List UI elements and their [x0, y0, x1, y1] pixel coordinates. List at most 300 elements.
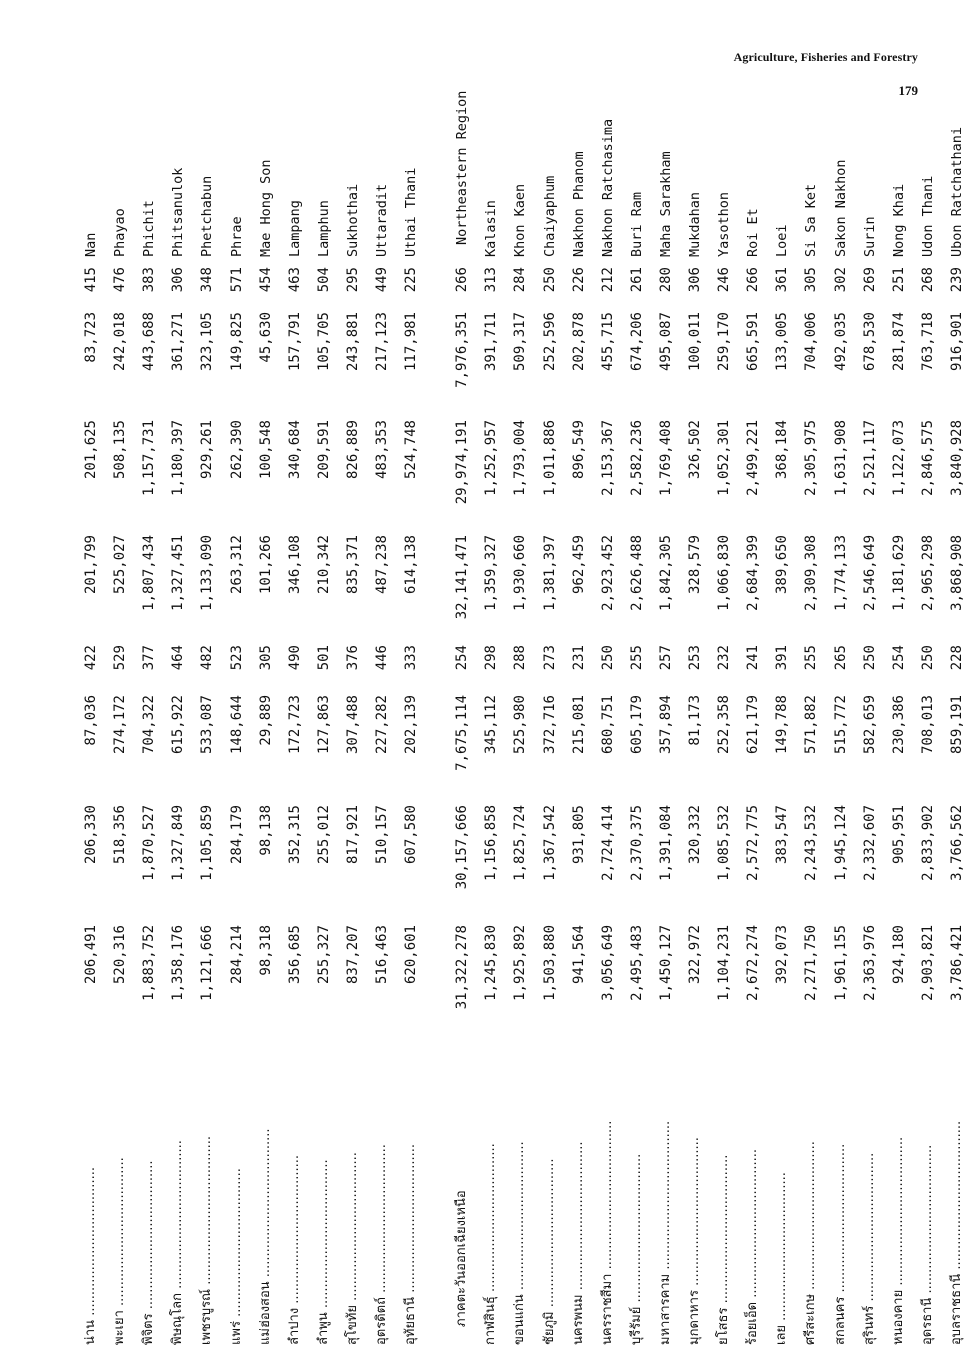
value-cell-c7: 45,630 [257, 312, 274, 363]
table-row [136, 165, 162, 1345]
value-cell-c2: 1,870,527 [141, 805, 158, 881]
leader-dots: .................................... [403, 1143, 419, 1297]
value-cell-c5: 32,141,471 [454, 535, 471, 620]
value-cell-c8: 463 [286, 267, 303, 293]
value-cell-c5: 1,133,090 [199, 535, 216, 611]
value-cell-c3: 252,358 [716, 695, 733, 755]
value-cell-c4: 232 [716, 645, 733, 671]
value-cell-c3: 307,488 [344, 695, 361, 755]
value-cell-c8: 306 [170, 267, 187, 293]
value-cell-c5: 1,842,305 [657, 535, 674, 611]
value-cell-c3: 81,173 [687, 695, 703, 746]
table-row [769, 165, 795, 1345]
value-cell-c5: 346,108 [286, 535, 303, 595]
value-cell-c2: 30,157,666 [454, 805, 471, 890]
value-cell-c8: 280 [657, 267, 674, 293]
value-cell-c4: 257 [657, 645, 674, 671]
thai-province-name [165, 1025, 191, 1345]
value-cell-c1: 2,903,821 [919, 925, 936, 1001]
thai-name-text: ขอนแก่น [512, 1294, 528, 1345]
leader-dots: .................................... [890, 1136, 906, 1290]
value-cell-c4: 273 [541, 645, 558, 671]
value-cell-c5: 614,138 [403, 535, 420, 595]
value-cell-c4: 391 [774, 645, 791, 671]
table-row [566, 151, 592, 1345]
value-cell-c1: 356,685 [286, 925, 303, 985]
value-cell-c2: 255,012 [315, 805, 332, 865]
value-cell-c7: 704,006 [803, 312, 820, 372]
value-cell-c4: 288 [512, 645, 529, 671]
value-cell-c5: 2,309,308 [803, 535, 820, 611]
english-province-name: Surin [861, 216, 878, 257]
page-number: 179 [898, 83, 918, 98]
thai-province-name [624, 1025, 650, 1345]
value-cell-c1: 1,503,880 [541, 925, 558, 1001]
value-cell-c2: 931,805 [570, 805, 587, 865]
value-cell-c1: 2,271,750 [803, 925, 820, 1001]
thai-province-name [449, 1007, 475, 1327]
leader-dots: .................................... [570, 1141, 586, 1295]
table-row [478, 165, 504, 1345]
value-cell-c5: 263,312 [228, 535, 245, 595]
value-cell-c2: 1,391,084 [657, 805, 674, 881]
value-cell-c3: 7,675,114 [454, 695, 471, 771]
value-cell-c8: 269 [861, 267, 878, 293]
english-province-name: Nakhon Phanom [570, 151, 587, 257]
value-cell-c2: 2,724,414 [599, 805, 616, 881]
value-cell-c1: 516,463 [374, 925, 390, 985]
value-cell-c4: 523 [228, 645, 245, 671]
english-province-name: Loei [774, 224, 791, 257]
table-row [886, 165, 912, 1345]
thai-province-name [253, 1025, 279, 1345]
value-cell-c6: 201,625 [83, 420, 99, 480]
thai-name-text: สกลนคร [832, 1296, 848, 1345]
value-cell-c6: 1,052,301 [716, 420, 733, 496]
value-cell-c1: 1,883,752 [141, 925, 158, 1001]
english-province-name: Nong Khai [890, 183, 907, 257]
leader-dots: .................................... [716, 1154, 732, 1308]
section-title: Agriculture, Fisheries and Forestry [733, 50, 918, 64]
value-cell-c3: 127,863 [315, 695, 332, 755]
value-cell-c7: 105,705 [315, 312, 332, 372]
value-cell-c8: 302 [832, 267, 849, 293]
thai-province-name [340, 1025, 366, 1345]
english-province-name: Lamphun [315, 200, 332, 257]
value-cell-c2: 2,572,775 [745, 805, 762, 881]
value-cell-c6: 1,252,957 [483, 420, 500, 496]
value-cell-c1: 1,245,830 [483, 925, 500, 1001]
leader-dots: .................................... [199, 1135, 215, 1289]
value-cell-c7: 674,206 [628, 312, 645, 372]
value-cell-c1: 98,318 [257, 925, 274, 976]
value-cell-c7: 678,530 [861, 312, 878, 372]
table-row [653, 151, 679, 1345]
thai-province-name [595, 1025, 621, 1345]
value-cell-c4: 228 [948, 645, 965, 671]
thai-name-text: พะเยา [112, 1310, 128, 1345]
thai-province-name [507, 1025, 533, 1345]
value-cell-c2: 383,547 [774, 805, 791, 865]
value-cell-c2: 206,330 [83, 805, 99, 865]
english-province-name: Nan [83, 232, 99, 257]
thai-name-text: อุตรดิตถ์ [374, 1297, 389, 1345]
thai-name-text: บุรีรัมย์ [628, 1306, 644, 1345]
value-cell-c1: 1,925,892 [512, 925, 529, 1001]
value-cell-c4: 305 [257, 645, 274, 671]
value-cell-c8: 212 [599, 267, 616, 293]
value-cell-c1: 941,564 [570, 925, 587, 985]
thai-province-name [828, 1025, 854, 1345]
value-cell-c3: 680,751 [599, 695, 616, 755]
value-cell-c7: 100,011 [687, 312, 703, 372]
value-cell-c7: 217,123 [374, 312, 390, 372]
leader-dots: .................................... [228, 1168, 244, 1322]
value-cell-c1: 1,358,176 [170, 925, 187, 1001]
value-cell-c5: 2,546,649 [861, 535, 878, 611]
leader-dots: .................................... [687, 1137, 702, 1290]
thai-name-text: แม่ฮ่องสอน [257, 1281, 273, 1345]
value-cell-c5: 1,381,397 [541, 535, 558, 611]
english-province-name: Phrae [228, 216, 245, 257]
value-cell-c5: 962,459 [570, 535, 587, 595]
thai-province-name [769, 1025, 795, 1345]
table-row [398, 165, 424, 1345]
value-cell-c1: 3,056,649 [599, 925, 616, 1001]
value-cell-c8: 239 [948, 267, 965, 293]
thai-name-text: หนองคาย [890, 1289, 906, 1345]
value-cell-c2: 2,370,375 [628, 805, 645, 881]
thai-name-text: สุโขทัย [344, 1305, 360, 1345]
value-cell-c8: 266 [454, 267, 471, 293]
leader-dots: .................................... [257, 1128, 273, 1282]
value-cell-c6: 1,011,886 [541, 420, 558, 496]
leader-dots: .................................... [861, 1152, 877, 1306]
english-province-name: Phitsanulok [170, 167, 187, 257]
value-cell-c4: 254 [454, 645, 471, 671]
value-cell-c8: 266 [745, 267, 762, 293]
value-cell-c4: 298 [483, 645, 500, 671]
value-cell-c3: 372,716 [541, 695, 558, 755]
value-cell-c1: 284,214 [228, 925, 245, 985]
english-province-name: Uthai Thani [403, 167, 420, 257]
thai-name-text: แพร่ [228, 1321, 244, 1345]
value-cell-c1: 837,207 [344, 925, 361, 985]
leader-dots: .................................... [170, 1140, 186, 1293]
value-cell-c2: 320,332 [687, 805, 703, 865]
value-cell-c5: 2,626,488 [628, 535, 645, 611]
table-row [682, 165, 708, 1345]
table-row [194, 165, 220, 1345]
value-cell-c4: 255 [803, 645, 820, 671]
leader-dots: .................................... [512, 1141, 528, 1295]
value-cell-c1: 206,491 [83, 925, 99, 985]
value-cell-c1: 520,316 [112, 925, 129, 985]
value-cell-c6: 929,261 [199, 420, 216, 480]
value-cell-c7: 455,715 [599, 312, 616, 372]
value-cell-c8: 361 [774, 267, 791, 293]
english-province-name: Udon Thani [919, 175, 936, 257]
english-province-name: Mae Hong Son [257, 159, 274, 257]
value-cell-c6: 2,153,367 [599, 420, 616, 496]
thai-province-name [711, 1025, 737, 1345]
value-cell-c4: 422 [83, 645, 99, 671]
thai-name-text: เลย [774, 1324, 790, 1345]
value-cell-c8: 306 [687, 267, 703, 293]
value-cell-c5: 525,027 [112, 535, 129, 595]
value-cell-c5: 3,868,908 [948, 535, 965, 611]
value-cell-c5: 101,266 [257, 535, 274, 595]
value-cell-c5: 1,930,660 [512, 535, 529, 611]
thai-name-text: อุทัยธานี [403, 1296, 419, 1345]
thai-name-text: อุบลราชธานี [948, 1273, 964, 1345]
thai-name-text: ร้อยเอ็ด [745, 1301, 761, 1345]
table-row [944, 126, 966, 1345]
english-province-name: Buri Ram [628, 191, 645, 257]
thai-province-name [311, 1025, 337, 1345]
table-row [340, 165, 366, 1345]
value-cell-c3: 345,112 [483, 695, 500, 755]
value-cell-c4: 490 [286, 645, 303, 671]
value-cell-c6: 1,180,397 [170, 420, 187, 496]
leader-dots: .................................... [315, 1159, 331, 1313]
value-cell-c1: 620,601 [403, 925, 420, 985]
value-cell-c4: 250 [919, 645, 936, 671]
value-cell-c4: 255 [628, 645, 645, 671]
leader-dots: .................................... [919, 1144, 935, 1298]
value-cell-c4: 254 [890, 645, 907, 671]
thai-name-text: สุรินทร์ [861, 1305, 877, 1345]
value-cell-c2: 510,157 [374, 805, 390, 865]
value-cell-c2: 607,580 [403, 805, 420, 865]
value-cell-c1: 1,104,231 [716, 925, 733, 1001]
value-cell-c4: 376 [344, 645, 361, 671]
thai-province-name [682, 1025, 708, 1345]
table-row [828, 159, 854, 1345]
value-cell-c3: 227,282 [374, 695, 390, 755]
value-cell-c7: 361,271 [170, 312, 187, 372]
value-cell-c2: 817,921 [344, 805, 361, 865]
leader-dots: .................................... [948, 1120, 964, 1274]
value-cell-c5: 1,807,434 [141, 535, 158, 611]
thai-province-name [398, 1025, 424, 1345]
value-cell-c2: 2,833,902 [919, 805, 936, 881]
thai-province-name [857, 1025, 883, 1345]
value-cell-c1: 322,972 [687, 925, 703, 985]
value-cell-c6: 209,591 [315, 420, 332, 480]
value-cell-c7: 133,005 [774, 312, 791, 372]
value-cell-c4: 529 [112, 645, 129, 671]
thai-province-name [194, 1025, 220, 1345]
value-cell-c7: 916,901 [948, 312, 965, 372]
value-cell-c8: 295 [344, 267, 361, 293]
table-row [857, 165, 883, 1345]
value-cell-c5: 835,371 [344, 535, 361, 595]
value-cell-c3: 274,172 [112, 695, 129, 755]
value-cell-c6: 896,549 [570, 420, 587, 480]
leader-dots: .................................... [483, 1143, 499, 1297]
thai-province-name [537, 1025, 563, 1345]
leader-dots: .................................... [112, 1157, 128, 1311]
english-province-name: Nakhon Ratchasima [599, 118, 616, 257]
value-cell-c3: 515,772 [832, 695, 849, 755]
value-cell-c6: 508,135 [112, 420, 129, 480]
table-row [798, 165, 824, 1345]
table-row [624, 165, 650, 1345]
value-cell-c7: 391,711 [483, 312, 500, 372]
value-cell-c8: 504 [315, 267, 332, 293]
value-cell-c1: 31,322,278 [454, 925, 471, 1010]
thai-name-text: ยโสธร [716, 1307, 732, 1345]
thai-province-name [566, 1025, 592, 1345]
table-row [507, 165, 533, 1345]
value-cell-c6: 2,582,236 [628, 420, 645, 496]
value-cell-c5: 2,923,452 [599, 535, 616, 611]
thai-name-text: กาฬสินธุ์ [483, 1296, 499, 1345]
thai-name-text: เพชรบูรณ์ [199, 1288, 215, 1345]
thai-province-name [653, 1025, 679, 1345]
value-cell-c1: 2,495,483 [628, 925, 645, 1001]
value-cell-c3: 525,980 [512, 695, 529, 755]
thai-province-name [136, 1025, 162, 1345]
value-cell-c2: 2,332,607 [861, 805, 878, 881]
value-cell-c8: 476 [112, 267, 129, 293]
thai-province-name [944, 1025, 966, 1345]
value-cell-c2: 1,105,859 [199, 805, 216, 881]
value-cell-c8: 415 [83, 267, 99, 293]
english-province-name: Maha Sarakham [657, 151, 674, 257]
value-cell-c7: 492,035 [832, 312, 849, 372]
value-cell-c3: 571,882 [803, 695, 820, 755]
value-cell-c6: 340,684 [286, 420, 303, 480]
value-cell-c6: 1,793,004 [512, 420, 529, 496]
value-cell-c4: 501 [315, 645, 332, 671]
value-cell-c6: 1,122,073 [890, 420, 907, 496]
value-cell-c3: 704,322 [141, 695, 158, 755]
value-cell-c6: 368,184 [774, 420, 791, 480]
leader-dots: .................................... [344, 1152, 360, 1305]
thai-province-name [886, 1025, 912, 1345]
value-cell-c6: 2,305,975 [803, 420, 820, 496]
value-cell-c6: 2,499,221 [745, 420, 762, 496]
value-cell-c8: 454 [257, 267, 274, 293]
thai-name-text: ลำพูน [315, 1312, 331, 1345]
value-cell-c4: 241 [745, 645, 762, 671]
english-province-name: Sukhothai [344, 183, 361, 257]
value-cell-c7: 242,018 [112, 312, 129, 372]
value-cell-c8: 250 [541, 267, 558, 293]
leader-dots: .................................... [745, 1148, 761, 1302]
value-cell-c6: 2,846,575 [919, 420, 936, 496]
value-cell-c7: 259,170 [716, 312, 733, 372]
value-cell-c6: 524,748 [403, 420, 420, 480]
value-cell-c7: 281,874 [890, 312, 907, 372]
leader-dots: .................................... [803, 1141, 819, 1294]
value-cell-c5: 2,965,298 [919, 535, 936, 611]
value-cell-c8: 449 [374, 267, 390, 293]
value-cell-c4: 464 [170, 645, 187, 671]
value-cell-c6: 1,769,408 [657, 420, 674, 496]
value-cell-c6: 262,390 [228, 420, 245, 480]
value-cell-c8: 226 [570, 267, 587, 293]
value-cell-c2: 284,179 [228, 805, 245, 865]
value-cell-c2: 1,327,849 [170, 805, 187, 881]
value-cell-c7: 83,723 [83, 312, 99, 363]
value-cell-c8: 348 [199, 267, 216, 293]
value-cell-c6: 3,840,928 [948, 420, 965, 496]
value-cell-c5: 1,181,629 [890, 535, 907, 611]
value-cell-c4: 333 [403, 645, 420, 671]
value-cell-c7: 763,718 [919, 312, 936, 372]
value-cell-c2: 905,951 [890, 805, 907, 865]
table-row [107, 165, 133, 1345]
value-cell-c8: 284 [512, 267, 529, 293]
thai-name-text: ภาคตะวันออกเฉียงเหนือ [454, 1190, 470, 1327]
english-province-name: Ubon Ratchathani [948, 126, 965, 257]
table-row [369, 165, 395, 1345]
english-province-name: Phayao [112, 208, 129, 257]
english-province-name: Kalasin [483, 200, 500, 257]
value-cell-c8: 571 [228, 267, 245, 293]
english-province-name: Phichit [141, 200, 158, 257]
value-cell-c5: 487,238 [374, 535, 390, 595]
value-cell-c4: 265 [832, 645, 849, 671]
value-cell-c2: 1,085,532 [716, 805, 733, 881]
value-cell-c3: 149,788 [774, 695, 791, 755]
thai-province-name [282, 1025, 308, 1345]
leader-dots: .................................... [599, 1120, 615, 1274]
value-cell-c7: 323,105 [199, 312, 216, 372]
value-cell-c1: 1,450,127 [657, 925, 674, 1001]
english-province-name: Roi Et [745, 208, 762, 257]
value-cell-c6: 1,157,731 [141, 420, 158, 496]
thai-name-text: นครราชสีมา [599, 1273, 615, 1345]
thai-name-text: มุกดาหาร [687, 1289, 702, 1345]
value-cell-c4: 253 [687, 645, 703, 671]
thai-name-text: พิจิตร [141, 1313, 157, 1345]
thai-name-text: พิษณุโลก [170, 1292, 186, 1345]
value-cell-c3: 202,139 [403, 695, 420, 755]
value-cell-c3: 859,191 [948, 695, 965, 755]
value-cell-c7: 665,591 [745, 312, 762, 372]
table-row [311, 165, 337, 1345]
table-row [537, 165, 563, 1345]
leader-dots: .................................... [657, 1120, 673, 1274]
value-cell-c4: 446 [374, 645, 390, 671]
english-province-name: Lampang [286, 200, 303, 257]
thai-province-name [915, 1025, 941, 1345]
value-cell-c2: 1,825,724 [512, 805, 529, 881]
value-cell-c5: 1,774,133 [832, 535, 849, 611]
value-cell-c5: 328,579 [687, 535, 703, 595]
thai-name-text: น่าน [83, 1319, 98, 1345]
value-cell-c8: 251 [890, 267, 907, 293]
value-cell-c1: 1,121,666 [199, 925, 216, 1001]
value-cell-c2: 3,766,562 [948, 805, 965, 881]
table-row [711, 165, 737, 1345]
english-province-name: Sakon Nakhon [832, 159, 849, 257]
value-cell-c5: 210,342 [315, 535, 332, 595]
leader-dots: .................................... [774, 1172, 790, 1325]
value-cell-c3: 230,386 [890, 695, 907, 755]
thai-province-name [224, 1025, 250, 1345]
table-row [165, 165, 191, 1345]
value-cell-c5: 389,650 [774, 535, 791, 595]
region-row [449, 90, 475, 1345]
value-cell-c3: 357,894 [657, 695, 674, 755]
value-cell-c2: 352,315 [286, 805, 303, 865]
value-cell-c4: 250 [599, 645, 616, 671]
